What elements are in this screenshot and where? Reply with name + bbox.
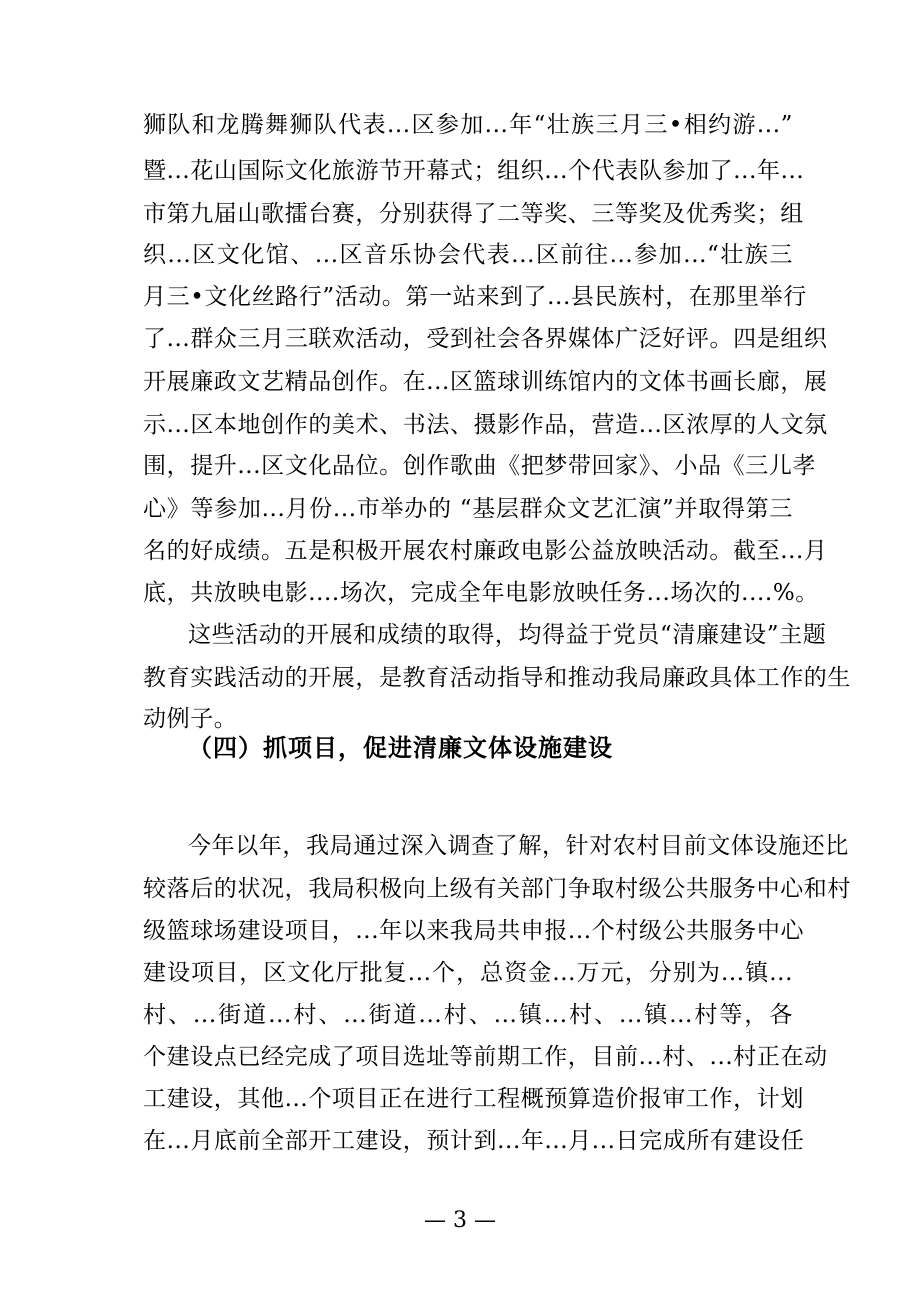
text-line: 在...月底前全部开工建设，预计到...年...月...日完成所有建设任: [143, 1128, 805, 1154]
text-line: 底，共放映电影....场次，完成全年电影放映任务...场次的....%。: [143, 580, 819, 606]
text-line: 村、...街道...村、...街道...村、...镇...村、...镇...村等，各: [143, 1002, 793, 1028]
text-line: 今年以年，我局通过深入调查了解，针对农村目前文体设施还比: [188, 833, 849, 859]
text-line: 个建设点已经完成了项目选址等前期工作，目前...村、...村正在动: [143, 1044, 828, 1070]
text-line: 示...区本地创作的美术、书法、摄影作品，营造...区浓厚的人文氛: [143, 412, 828, 438]
text-line: 狮队和龙腾舞狮队代表...区参加...年“壮族三月三•相约游...”: [143, 112, 793, 138]
text-line: 建设项目，区文化厅批复...个，总资金...万元，分别为...镇...: [143, 960, 793, 986]
text-line: 较落后的状况，我局积极向上级有关部门争取村级公共服务中心和村: [143, 876, 851, 902]
text-line: 月三•文化丝路行”活动。第一站来到了...县民族村，在那里举行: [143, 284, 807, 310]
text-line: 市第九届山歌擂台赛，分别获得了二等奖、三等奖及优秀奖；组: [143, 201, 804, 227]
text-line: 暨...花山国际文化旅游节开幕式；组织...个代表队参加了...年...: [143, 158, 805, 184]
text-line: 级篮球场建设项目，...年以来我局共申报...个村级公共服务中心: [143, 918, 805, 944]
text-line: 工建设，其他...个项目正在进行工程概预算造价报审工作，计划: [143, 1086, 804, 1112]
page-number: — 3 —: [424, 1208, 496, 1233]
text-line: 名的好成绩。五是积极开展农村廉政电影公益放映活动。截至...月: [143, 538, 828, 564]
text-line: 这些活动的开展和成绩的取得，均得益于党员“清廉建设”主题: [188, 622, 827, 648]
text-line: 织...区文化馆、...区音乐协会代表...区前往...参加...“壮族三: [143, 242, 793, 268]
section-heading: （四）抓项目，促进清廉文体设施建设: [188, 734, 613, 762]
text-line: 围，提升...区文化品位。创作歌曲《把梦带回家》、小品《三儿孝: [143, 453, 817, 479]
text-line: 教育实践活动的开展，是教育活动指导和推动我局廉政具体工作的生: [143, 665, 851, 691]
text-line: 了...群众三月三联欢活动，受到社会各界媒体广泛好评。四是组织: [143, 326, 828, 352]
text-line: 开展廉政文艺精品创作。在...区篮球训练馆内的文体书画长廊，展: [143, 369, 828, 395]
text-line: 心》等参加...月份...市举办的 “基层群众文艺汇演”并取得第三: [143, 496, 793, 522]
text-line: 动例子。: [143, 706, 238, 732]
